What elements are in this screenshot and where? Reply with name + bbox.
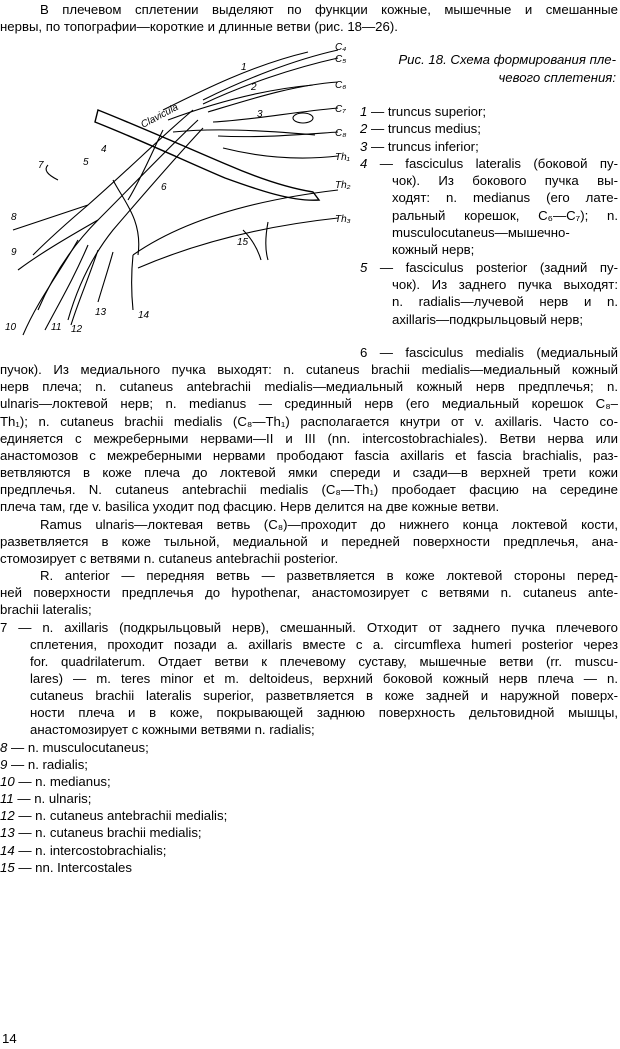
text-line: cutaneus brachii lateralis superior, разветвляется в коже задней и наружной поверх- xyxy=(30,688,618,704)
cord-lateral xyxy=(33,110,193,255)
root-th1 xyxy=(223,148,338,158)
label-6: 6 xyxy=(161,182,167,193)
text-line: brachii lateralis; xyxy=(0,602,92,618)
legend-item: чок). Из бокового пучка вы- xyxy=(392,173,618,189)
legend-item: 5 — fasciculus posterior (задний пу- xyxy=(360,259,618,275)
legend-item: 3 — truncus inferior; xyxy=(360,138,479,154)
caption-line: чевого сплетения: xyxy=(498,70,616,85)
label-th1: Th₁ xyxy=(335,152,350,163)
legend-item: 2 — truncus medius; xyxy=(360,121,481,137)
page-number: 14 xyxy=(2,1031,17,1046)
legend-list-item: 13 — n. cutaneus brachii medialis; xyxy=(0,825,202,841)
brachial-plexus-figure xyxy=(3,40,355,340)
intro-line: В плечевом сплетении выделяют по функции кожные, мышечные и смешанные xyxy=(40,2,618,17)
p6-first-line: 6 — fasciculus medialis (медиальный xyxy=(360,345,618,360)
label-7: 7 xyxy=(38,160,44,171)
label-4: 4 xyxy=(101,144,107,155)
label-c7: C₇ xyxy=(335,104,346,115)
text-line: анастомозирует с кожными ветвями n. radialis; xyxy=(30,722,315,738)
nerve-13 xyxy=(98,252,113,302)
legend-item: 1 — truncus superior; xyxy=(360,104,487,119)
legend-list-item: 8 — n. musculocutaneus; xyxy=(0,739,149,755)
text-line: стомозирует с ветвями n. cutaneus antebrachii posterior. xyxy=(0,550,339,566)
trunk-inferior xyxy=(173,130,315,135)
label-th3: Th₃ xyxy=(335,214,351,225)
text-line: плеча там, где v. basilica уходит под фасцию. Нерв делится на две кожные ветви. xyxy=(0,499,500,515)
caption-line: Рис. 18. Схема формирования пле- xyxy=(398,52,616,67)
legend-item: axillaris—подкрыльцовый нерв; xyxy=(392,311,584,327)
nerve-8 xyxy=(13,205,88,230)
text-line: анастомозов с межреберными нервами прободают fascia axillaris et fascia brachialis, раз- xyxy=(0,447,618,463)
legend-list-item: 10 — n. medianus; xyxy=(0,773,111,789)
label-1: 1 xyxy=(241,62,247,73)
text-line: предплечья. N. cutaneus antebrachii medialis (C₈—Th₁) прободает фасцию на середине xyxy=(0,482,618,498)
text-line: R. anterior — передняя ветвь — разветвляется в коже локтевой стороны перед- xyxy=(40,568,618,584)
text-line: Th₁); n. cutaneus brachii medialis (C₈—Th₁) располагается кнутри от v. axillaris. Часто со- xyxy=(0,413,618,429)
label-5: 5 xyxy=(83,157,89,168)
label-14: 14 xyxy=(138,310,150,321)
label-15: 15 xyxy=(237,237,249,248)
label-c4: C₄ xyxy=(335,42,347,53)
root-c4 xyxy=(203,50,338,100)
label-8: 8 xyxy=(11,212,17,223)
text-line: lares) — m. teres minor et m. deltoideus, верхний боковой кожный нерв плеча — n. xyxy=(30,670,618,686)
label-c8: C₈ xyxy=(335,128,347,139)
figure-legend xyxy=(360,103,618,328)
legend-item: ральный корешок, C₆—C₇); n. xyxy=(392,207,618,223)
label-9: 9 xyxy=(11,247,17,258)
figure-caption xyxy=(368,51,616,87)
label-clavicula: Clavicula xyxy=(139,101,181,131)
label-13: 13 xyxy=(95,307,107,318)
legend-list-item: 15 — nn. Intercostales xyxy=(0,859,132,875)
legend-item: 4 — fasciculus lateralis (боковой пу- xyxy=(360,155,618,171)
intro-paragraph xyxy=(0,1,618,35)
label-12: 12 xyxy=(71,324,83,335)
text-line: пучок). Из медиального пучка выходят: n. cutaneus brachii medialis—медиальный кожный xyxy=(0,362,618,378)
legend-item: n. radialis—лучевой нерв и n. xyxy=(392,294,618,310)
legend-item: musculocutaneus—мышечно- xyxy=(392,225,570,241)
nerve-9 xyxy=(18,220,98,270)
text-line: for. quadrilaterum. Отдает ветви к плечевому суставу, мышечные ветви (rr. muscu- xyxy=(30,653,618,669)
root-c6 xyxy=(208,82,338,112)
legend-list-item: 11 — n. ulnaris; xyxy=(0,791,92,807)
root-end xyxy=(293,113,313,123)
text-line: нерв плеча; n. cutaneus antebrachii medialis—медиальный кожный нерв предплечья; n. xyxy=(0,379,618,395)
label-11: 11 xyxy=(51,322,62,333)
text-line: 7 — n. axillaris (подкрыльцовый нерв), смешанный. Отходит от заднего пучка плечевого xyxy=(0,619,618,635)
text-line: ulnaris—локтевой нерв; n. medianus — срединный нерв (его медиальный корешок C₈– xyxy=(0,396,618,412)
legend-list-item: 9 — n. radialis; xyxy=(0,756,88,772)
text-line: ветвляются в коже плеча до локтевой ямки спереди и сзади—в верхней трети кожи xyxy=(0,465,618,481)
label-c5: C₅ xyxy=(335,54,347,65)
text-line: разветвляется в коже тыльной, медиальной и передней поверхности предплечья, ана- xyxy=(0,533,618,549)
legend-item: чок). Из заднего пучка выходят: xyxy=(392,276,618,292)
label-2: 2 xyxy=(251,82,257,93)
text-line: Ramus ulnaris—локтевая ветвь (C₈)—проходит до нижнего конца локтевой кости, xyxy=(40,516,618,532)
label-3: 3 xyxy=(257,109,263,120)
legend-item: ходят: n. medianus (его лате- xyxy=(392,190,618,206)
label-c6: C₆ xyxy=(335,80,347,91)
intro-line: нервы, по топографии—короткие и длинные ветви (рис. 18—26). xyxy=(0,19,398,34)
nerve-12 xyxy=(71,250,98,325)
root-c7 xyxy=(213,108,338,122)
legend-list-item: 14 — n. intercostobrachialis; xyxy=(0,842,167,858)
clavicle-shape xyxy=(95,110,319,200)
nerve-15b xyxy=(266,222,268,260)
text-line: ней поверхности предплечья до hypothenar, анастомозирует с ветвями n. cutaneus ante- xyxy=(0,585,618,601)
text-line: ности плеча и в коже, покрывающей заднюю поверхность дельтовидной мышцы, xyxy=(30,705,618,721)
main-text xyxy=(0,344,618,876)
text-line: сплетения, проходит позади a. axillaris вместе с a. circumflexa humeri posterior через xyxy=(30,636,618,652)
text-line: единяется с межреберными нервами—II и III (nn. intercostobrachiales). Ветви нерва или xyxy=(0,430,618,446)
nerve-14 xyxy=(132,255,134,310)
legend-list-item: 12 — n. cutaneus antebrachii medialis; xyxy=(0,808,228,824)
label-th2: Th₂ xyxy=(335,180,351,191)
legend-item: кожный нерв; xyxy=(392,242,475,258)
trunk-superior xyxy=(163,52,308,110)
label-10: 10 xyxy=(5,322,17,333)
nerve-7 xyxy=(46,165,58,180)
